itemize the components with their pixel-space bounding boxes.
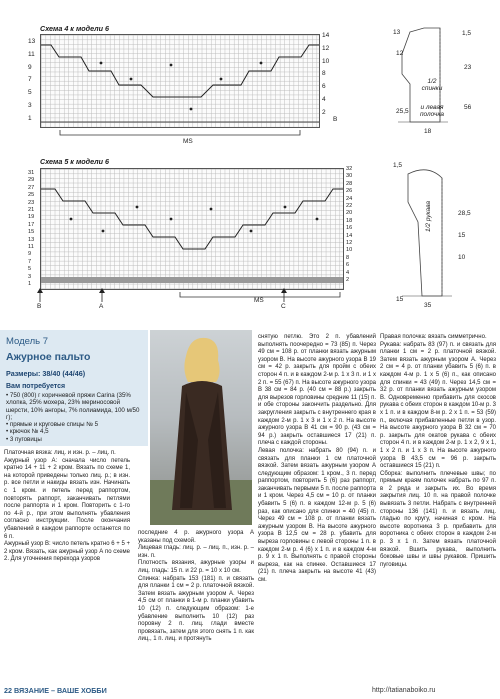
pattern-1-label-12: 12	[396, 50, 404, 57]
paragraph: Левая полочка: набрать 80 (94) п. и связать для планки 1 см платочной вязкой. Затем вязать ажурным узором А следующим образом: 1 кром., 3 п. перед раппортом, повторить 5 (6) раз раппорт, заканчивать первыми 5 п. после раппорта и 1 кром. Через 4,5 см = 10 р. от планки убавить 5 (6) п. в каждом 12-м р. 5 (6) раз, как описано для спинки = 40 (45) п. Через 49 см = 108 р. от планки вязать ажурным узором В. На высоте ажурного узора В 12,5 см = 28 р. убавить для выреза горловины с левой стороны 1 п. в каждом 2-м р. 4 (6) х 1 п. и в каждом 4-м р. 9 х 1 п. Выполнять с правой стороны выреза, как на спинке. Оставшиеся 17 (21) п. плеча закрыть на высоте 41 (43) см.	[258, 447, 376, 583]
model-number: Модель 7	[6, 336, 49, 347]
pattern-1-half-back: 1/2 спинки	[421, 78, 443, 92]
pattern-2-dim-6: 35	[424, 302, 432, 309]
text-column-2	[138, 530, 254, 644]
scheme-5-arrows	[30, 288, 350, 314]
paragraph: Платочная вязка: лиц. и изн. р. – лиц. п.	[4, 450, 116, 456]
scheme-4-row-numbers-left: 13 11 9 7 5 3 1	[28, 38, 36, 122]
paragraph: Спинка: набрать 153 (181) п. и связать для планки 1 см = 2 р. платочной вязкой. Затем вязать ажурным узором А. Через 4,5 см от планки в 1-м р. планки убавить 10 (12) п. следующим образом: 1-е убавление выполнить 10 (12) раз поровну 2 п. лиц. глади вместе провязать, затем для этого снять 1 п. как лиц., 1 п. лиц. и протянуть	[138, 575, 254, 643]
model-sizes: Размеры: 38/40 (44/46)	[6, 369, 86, 378]
model-name: Ажурное пальто	[6, 351, 91, 363]
paragraph: Ажурный узор В: число петель кратно 6 + 5 + 2 кром. Вязать, как ажурный узор А по схеме 2. Для уточнения перехода узоров	[4, 541, 130, 563]
paragraph: снятую петлю. Это 2 п. убавлений выполнять поочередно = 73 (85) п. Через 49 см = 108 р. от планки вязать ажурным узором В. На высоте ажурного узора В 19 см = 42 р. закрыть для пройм с обеих сторон 4 п. и в каждом 2-м р. 1 х 3 п. и 1 х 2 п. = 55 (67) п. На высоте ажурного узора В 38 см = 84 р. (40 см = 88 р.) закрыть для вырезов горловины средние 11 (15) п. и обе стороны закончить раздельно. Для закругления закрыть с внутреннего края в каждом 2-м р. 1 х 3 и 1 х 2 п. На высоте ажурного узора В 41 см = 90 р. (43 см = 94 р.) закрыть оставшиеся 17 (21) п. плеча с каждой стороны.	[258, 334, 376, 447]
scheme-4-grid	[40, 34, 320, 128]
magazine-title: ВЯЗАНИЕ – ВАШЕ ХОББИ	[14, 686, 107, 695]
scheme-4-row-numbers-right: 14 12 10 8 6 4 2	[322, 32, 330, 116]
scheme-5-row-numbers-left: 31 29 27 25 23 21 19 17 15 13 11 9 7 5 3 1	[28, 170, 35, 288]
pattern-1-dim-2: 23	[464, 64, 472, 71]
pattern-2-dim-5: 15	[396, 296, 404, 303]
paragraph: Сборка: выполнить плечевые швы; по прямым краям полочек набрать по 97 п. в 2 ряда и закрыть их. Во время закрытия лиц. 10 п. на правой полочке вывязать 3 петли. Набрать с внутренней стороны 136 (141) п. и вязать лиц. гладью по кругу, начиная с кром. На высоте воротника 3 р. прибавить для воротника с обеих сторон в каждом 2-м р. 3 х 1 п. Затем вязать платочной вязкой. Вшить рукава, выполнить боковые швы и швы рукавов. Пришить пуговицы.	[380, 470, 496, 568]
paragraph: Лицевая гладь: лиц. р. – лиц. п., изн. р. – изн. п.	[138, 545, 254, 559]
scheme-5-mark-b: B	[37, 303, 42, 310]
materials-item: • крючок № 4,5	[6, 428, 49, 436]
scheme-4-shape-lines	[41, 35, 319, 127]
pattern-1-dim-4: 56	[464, 104, 472, 111]
paragraph: Плотность вязания, ажурные узоры и лиц. гладь: 15 п. и 22 р. = 10 х 10 см.	[138, 560, 254, 574]
materials-item: • 3 пуговицы	[6, 435, 42, 443]
paragraph: Ажурный узор А: сначала число петель кратно 14 + 11 + 2 кром. Вязать по схеме 1, на которой приведены только лиц. р.; в изн. р. все петли и накиды вязать изн. Начинать с 1 кром. и петель перед раппортом, повторять раппорт, заканчивать петлями после раппорта и 1 кром. Повторить с 1-го по 4-й р., при этом выполнять убавления согласно инструкции. После окончания убавлений в каждом раппорте останется по 6 п.	[4, 457, 130, 540]
paragraph: последние 4 р. ажурного узора А указаны под схемой.	[138, 530, 254, 544]
source-watermark: http://tatianaboiko.ru	[372, 687, 436, 694]
model-photo-figure	[150, 330, 252, 525]
model-photo	[150, 330, 252, 525]
scheme-4-mark-b: B	[333, 116, 338, 123]
text-column-3	[258, 334, 376, 585]
materials-list	[6, 392, 144, 443]
pattern-2-dim-2: 28,5	[458, 210, 471, 217]
pattern-1-left-front: и левая полочка	[419, 104, 445, 118]
scheme-5-title: Схема 5 к модели 6	[40, 157, 110, 166]
scheme-4-title: Схема 4 к модели 6	[40, 24, 110, 33]
scheme-5-ms-label: MS	[254, 297, 264, 304]
scheme-5-grid	[40, 168, 344, 290]
materials-item: • прямые и круговые спицы № 5	[6, 421, 99, 429]
page-number: 22	[4, 686, 12, 695]
pattern-1-dim-1: 1,5	[462, 30, 472, 37]
pattern-1-dim-5: 18	[424, 128, 432, 135]
materials-heading: Вам потребуется	[6, 383, 66, 390]
pattern-2-dim-3: 15	[458, 232, 466, 239]
scheme-5-mark-c: C	[281, 303, 286, 310]
paragraph: Правая полочка: вязать симметрично.	[380, 334, 487, 340]
pattern-1-dim-3: 25,5	[396, 108, 409, 115]
pattern-2-dim-1: 1,5	[393, 162, 403, 169]
page-footer	[4, 686, 107, 695]
pattern-sleeve	[388, 162, 488, 312]
scheme-5-mark-a: A	[99, 303, 104, 310]
pattern-2-half-sleeve: 1/2 рукава	[425, 200, 432, 232]
scheme-5-shape-lines	[41, 169, 343, 289]
text-column-1	[4, 450, 130, 564]
scheme-4-repeat-bracket	[40, 128, 320, 144]
paragraph: Рукава: набрать 83 (97) п. и связать для планки 1 см = 2 р. платочной вязкой. Затем вязать ажурным узором А. Через 2 см = 4 р. от планки убавить 5 (6) п. в каждом 4-м р. 1 х 5 (6) п., как описано для спинки = 43 (49) п. Через 14,5 см = 32 р. от планки вязать ажурным узором В. Одновременно прибавить для скосов рукава с обеих сторон в каждом 10-м р. 3 х 1 п. и в каждом 8-м р. 2 х 1 п. = 53 (59) п., включая прибавленные петли в узор. На высоте ажурного узора В 32 см = 70 р. закрыть для окатов рукава с обеих сторон 4 п. и в каждом 2-м р. 1 х 2, 9 х 1, 1 х 2 п. и 1 х 3 п. На высоте ажурного узора В 43,5 см = 96 р. закрыть оставшиеся 15 (21) п.	[380, 341, 496, 470]
materials-item: • 750 (800) г коричневой пряжи Carina (35% хлопка, 25% мохера, 23% мериносовой шерсти, 10% ангоры, 7% полиамида, 100 м/50 г);	[6, 392, 140, 421]
pattern-2-dim-4: 10	[458, 254, 466, 261]
model-info-panel	[0, 330, 148, 446]
text-column-4	[380, 334, 496, 569]
pattern-1-label-13: 13	[393, 29, 401, 36]
scheme-5-row-numbers-right: 32 30 28 26 24 22 20 18 16 14 12 10 8 6 4 2	[346, 166, 353, 284]
scheme-4-ms-label: MS	[183, 138, 193, 145]
